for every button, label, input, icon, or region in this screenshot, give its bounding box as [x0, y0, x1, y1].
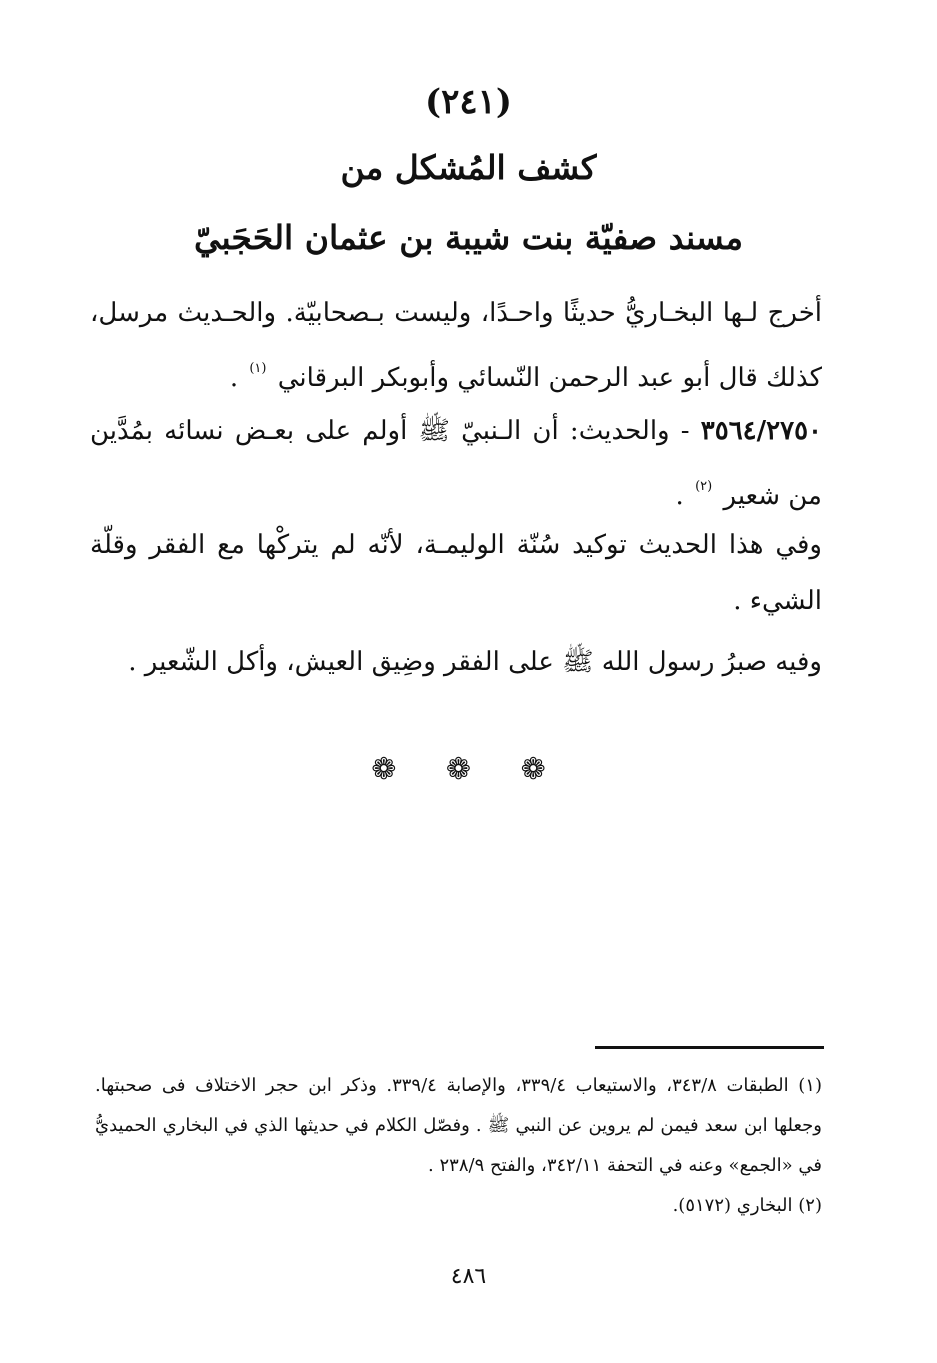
title-line-1: كشف المُشكل من	[340, 148, 597, 187]
page-number: ٤٨٦	[450, 1264, 487, 1289]
hadith-end: .	[675, 481, 684, 511]
commentary-paragraph-2: وفيه صبرُ رسول الله ﷺ على الفقر وضِيق العيش، وأكل الشّعير .	[128, 647, 822, 677]
section-number: (٢٤١)	[425, 82, 512, 122]
footnote-ref-2: (٢)	[695, 479, 713, 494]
intro-paragraph	[90, 285, 822, 406]
hadith-number: ٣٥٦٤/٢٧٥٠	[700, 416, 822, 446]
footnotes	[95, 1066, 822, 1226]
hadith-text: - والحديث: أن الـنبيّ ﷺ أولم على بعـض نسائه بمُدَّين من شعير	[90, 416, 822, 511]
intro-end: .	[229, 363, 239, 393]
section-separator-ornament: ❁ ❁ ❁	[371, 752, 566, 787]
footnote-divider	[595, 1046, 824, 1049]
footnote-ref-1: (١)	[249, 361, 267, 376]
footnote-1: (١) الطبقات ٣٤٣/٨، والاستيعاب ٣٣٩/٤، والإصابة ٣٣٩/٤. وذكر ابن حجر الاختلاف فى صحبتها. وجعلها ابن سعد فيمن لم يروين عن النبي ﷺ . وفصّل الكلام في حديثها الذي في البخاري الحميديُّ في «الجمع» وعنه في التحفة ٣٤٢/١١، والفتح ٢٣٨/٩ .	[95, 1075, 822, 1176]
hadith-paragraph	[90, 403, 822, 524]
intro-text: أخرج لـها البخـاريُّ حديثًا واحـدًا، وليست بـصحابيّة. والحـديث مرسل، كذلك قال أبو عبد الرحمن النّسائي وأبوبكر البرقاني	[90, 298, 822, 393]
footnote-2: (٢) البخاري (٥١٧٢).	[672, 1195, 822, 1216]
title-line-2: مسند صفيّة بنت شيبة بن عثمان الحَجَبيّ	[193, 218, 744, 257]
commentary-paragraph-1: وفي هذا الحديث توكيد سُنّة الوليمـة، لأنّه لم يتركْها مع الفقر وقلّة الشيء .	[90, 530, 822, 616]
